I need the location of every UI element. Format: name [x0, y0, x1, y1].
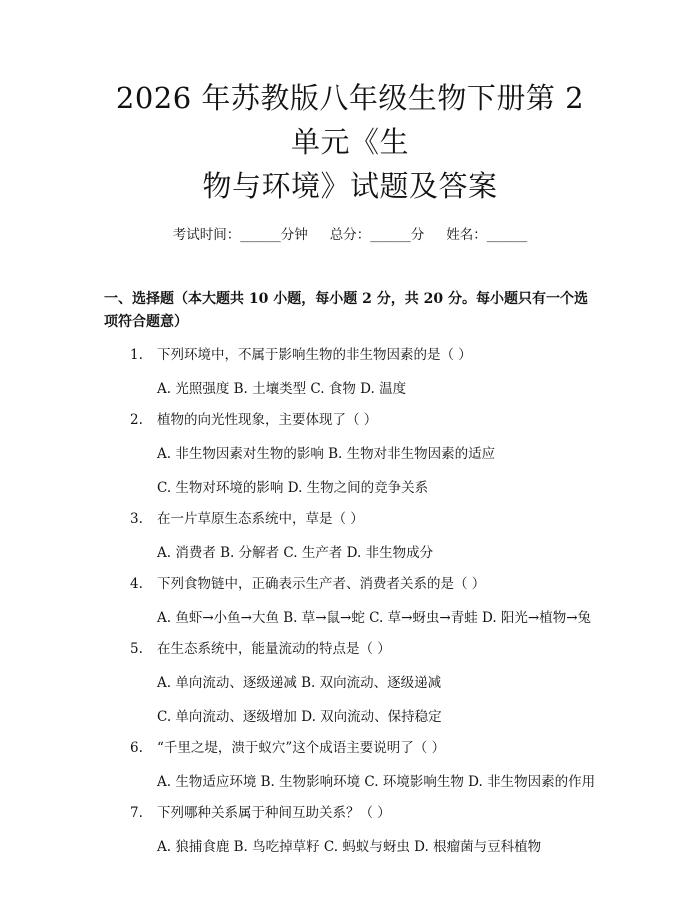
- question-stem: [104, 345, 596, 365]
- question-stem: [104, 574, 596, 594]
- question-1: [104, 345, 596, 399]
- exam-meta: [104, 226, 596, 244]
- question-stem: [104, 509, 596, 529]
- question-3: [104, 509, 596, 563]
- question-options: A. 狼捕食鹿 B. 鸟吃掉草籽 C. 蚂蚁与蚜虫 D. 根瘤菌与豆科植物: [157, 839, 542, 855]
- question-stem: [104, 803, 596, 823]
- exam-time-field: 考试时间：______分钟: [172, 227, 308, 243]
- question-text: 在一片草原生态系统中，草是（ ）: [157, 511, 364, 527]
- question-options: A. 鱼虾→小鱼→大鱼 B. 草→鼠→蛇 C. 草→蚜虫→青蛙 D. 阳光→植物→兔: [157, 610, 592, 626]
- question-text: “千里之堤，溃于蚁穴”这个成语主要说明了（ ）: [157, 740, 446, 756]
- question-4: [104, 574, 596, 628]
- question-text: 下列环境中，不属于影响生物的非生物因素的是（ ）: [157, 347, 472, 363]
- question-number: 1.: [130, 347, 143, 363]
- question-text: 在生态系统中，能量流动的特点是（ ）: [157, 641, 391, 657]
- document-title-line-1: 2026 年苏教版八年级生物下册第 2 单元《生: [115, 81, 585, 159]
- question-options: A. 光照强度 B. 土壤类型 C. 食物 D. 温度: [157, 381, 407, 397]
- question-number: 2.: [130, 412, 143, 428]
- question-5: [104, 639, 596, 727]
- question-number: 5.: [130, 641, 143, 657]
- question-number: 3.: [130, 511, 143, 527]
- question-text: 植物的向光性现象，主要体现了（ ）: [157, 412, 378, 428]
- question-2: [104, 410, 596, 498]
- section-heading-choice: 一、选择题（本大题共 10 小题，每小题 2 分，共 20 分。每小题只有一个选项符合题意）: [104, 291, 588, 330]
- question-options: A. 消费者 B. 分解者 C. 生产者 D. 非生物成分: [157, 545, 434, 561]
- question-7: [104, 803, 596, 857]
- question-stem: [104, 738, 596, 758]
- question-number: 4.: [130, 576, 143, 592]
- exam-score-field: 总分：______分: [329, 227, 425, 243]
- question-text: 下列食物链中，正确表示生产者、消费者关系的是（ ）: [157, 576, 486, 592]
- question-6: [104, 738, 596, 792]
- exam-name-field: 姓名：______: [446, 227, 528, 243]
- question-number: 6.: [130, 740, 143, 756]
- document-title-line-2: 物与环境》试题及答案: [202, 169, 498, 203]
- question-stem: [104, 639, 596, 659]
- question-options: C. 单向流动、逐级增加 D. 双向流动、保持稳定: [157, 709, 442, 725]
- question-number: 7.: [130, 805, 143, 821]
- question-options: C. 生物对环境的影响 D. 生物之间的竞争关系: [157, 480, 429, 496]
- question-options: A. 单向流动、逐级递减 B. 双向流动、逐级递减: [157, 675, 442, 691]
- question-options: A. 生物适应环境 B. 生物影响环境 C. 环境影响生物 D. 非生物因素的作用: [157, 774, 596, 790]
- question-stem: [104, 410, 596, 430]
- question-text: 下列哪种关系属于种间互助关系？（ ）: [157, 805, 391, 821]
- question-options: A. 非生物因素对生物的影响 B. 生物对非生物因素的适应: [157, 446, 496, 462]
- document-title: [104, 0, 596, 208]
